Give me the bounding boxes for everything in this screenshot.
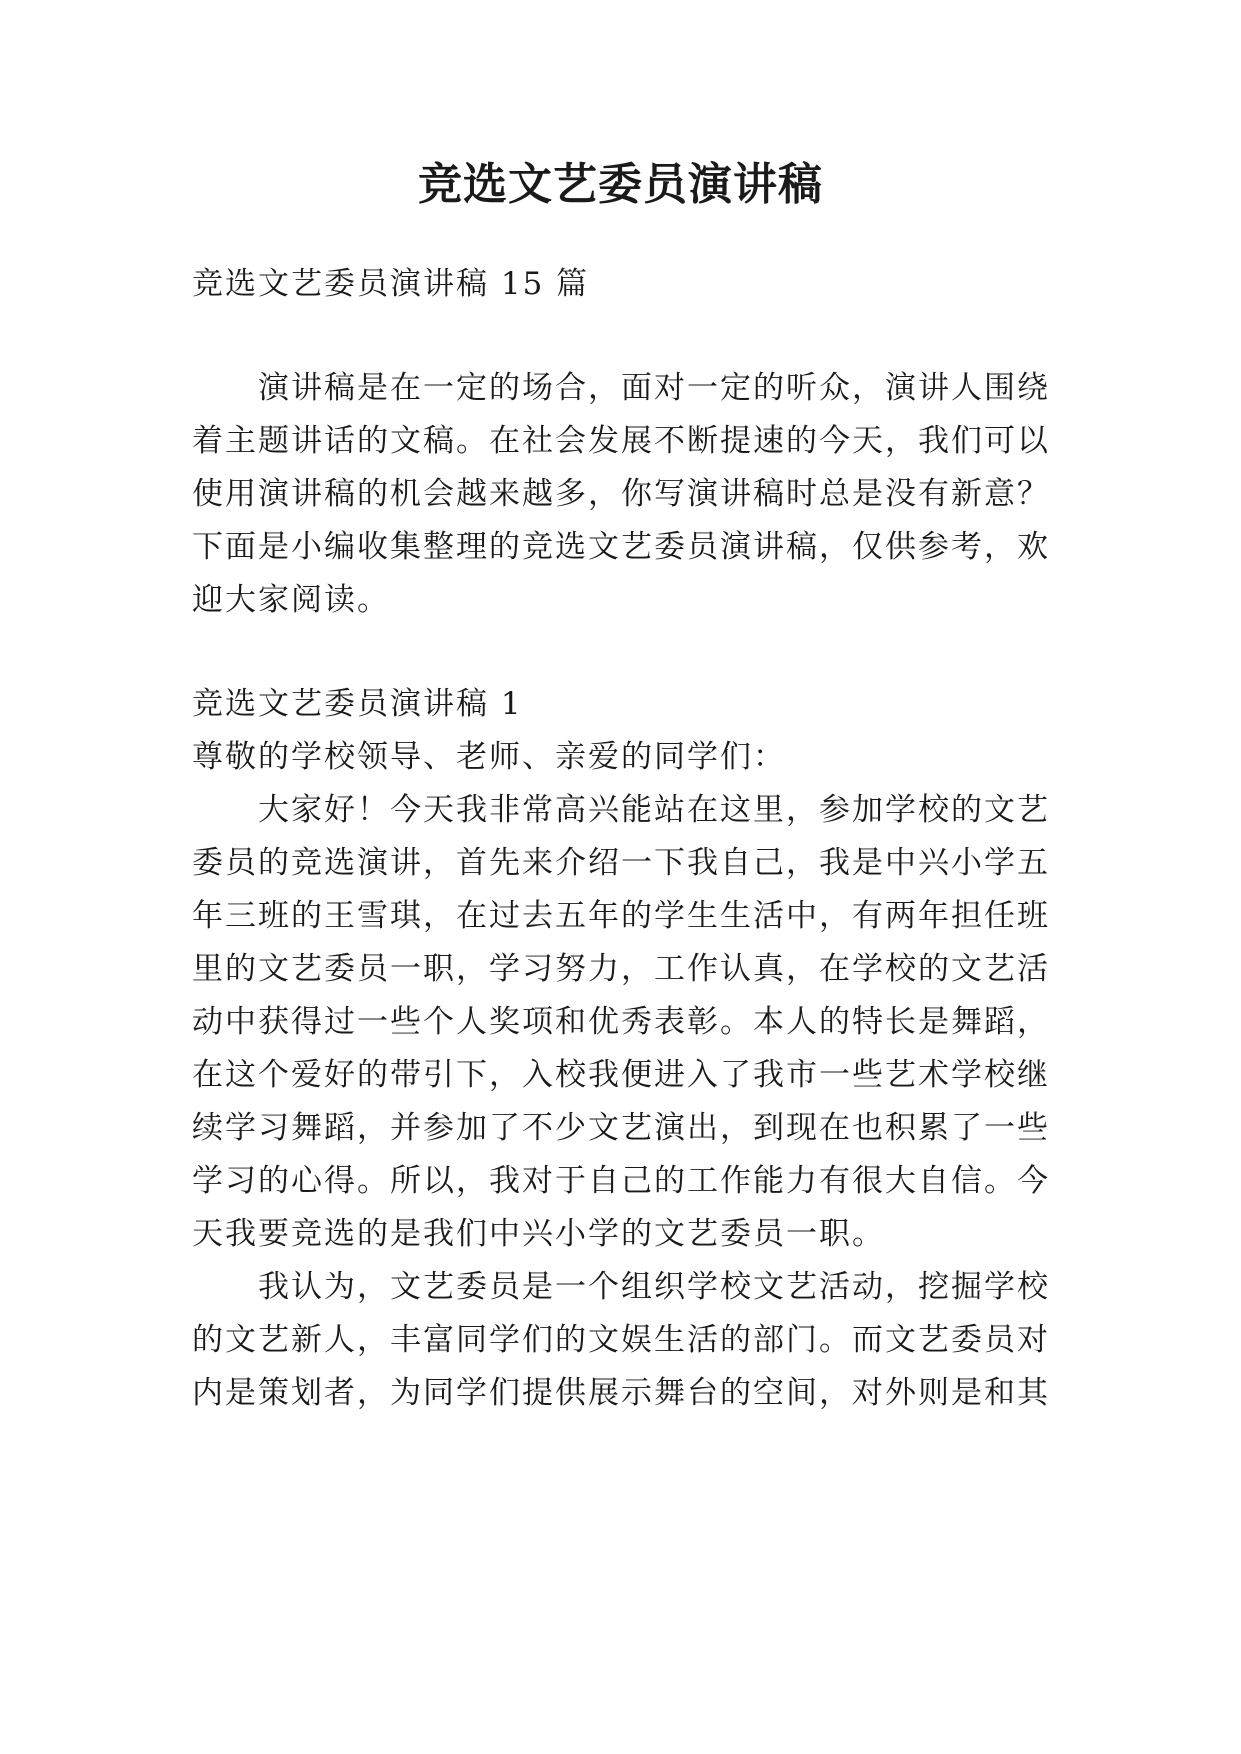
paragraph-line: 的文艺新人，丰富同学们的文娱生活的部门。而文艺委员对 bbox=[192, 1322, 1050, 1358]
intro-line: 着主题讲话的文稿。在社会发展不断提速的今天，我们可以 bbox=[192, 423, 1050, 459]
salutation: 尊敬的学校领导、老师、亲爱的同学们： bbox=[192, 739, 786, 775]
document-title: 竞选文艺委员演讲稿 bbox=[418, 159, 823, 210]
paragraph-line: 大家好！今天我非常高兴能站在这里，参加学校的文艺 bbox=[192, 792, 1050, 828]
paragraph-line: 内是策划者，为同学们提供展示舞台的空间，对外则是和其 bbox=[192, 1375, 1050, 1411]
paragraph-line: 我认为，文艺委员是一个组织学校文艺活动，挖掘学校 bbox=[192, 1269, 1050, 1305]
intro-line: 下面是小编收集整理的竞选文艺委员演讲稿，仅供参考，欢 bbox=[192, 529, 1050, 565]
paragraph-line: 在这个爱好的带引下，入校我便进入了我市一些艺术学校继 bbox=[192, 1057, 1050, 1093]
intro-line: 使用演讲稿的机会越来越多，你写演讲稿时总是没有新意？ bbox=[192, 476, 1050, 512]
paragraph-line: 学习的心得。所以，我对于自己的工作能力有很大自信。今 bbox=[192, 1163, 1050, 1199]
section-heading: 竞选文艺委员演讲稿 1 bbox=[192, 686, 523, 722]
document-subtitle: 竞选文艺委员演讲稿 15 篇 bbox=[192, 266, 590, 302]
paragraph-line: 委员的竞选演讲，首先来介绍一下我自己，我是中兴小学五 bbox=[192, 845, 1050, 881]
paragraph-line: 年三班的王雪琪，在过去五年的学生生活中，有两年担任班 bbox=[192, 898, 1050, 934]
paragraph-line: 动中获得过一些个人奖项和优秀表彰。本人的特长是舞蹈， bbox=[192, 1004, 1050, 1040]
paragraph-line: 天我要竞选的是我们中兴小学的文艺委员一职。 bbox=[192, 1216, 885, 1252]
intro-line: 迎大家阅读。 bbox=[192, 582, 390, 618]
intro-line: 演讲稿是在一定的场合，面对一定的听众，演讲人围绕 bbox=[192, 370, 1050, 406]
paragraph-line: 里的文艺委员一职，学习努力，工作认真，在学校的文艺活 bbox=[192, 951, 1050, 987]
paragraph-line: 续学习舞蹈，并参加了不少文艺演出，到现在也积累了一些 bbox=[192, 1110, 1050, 1146]
